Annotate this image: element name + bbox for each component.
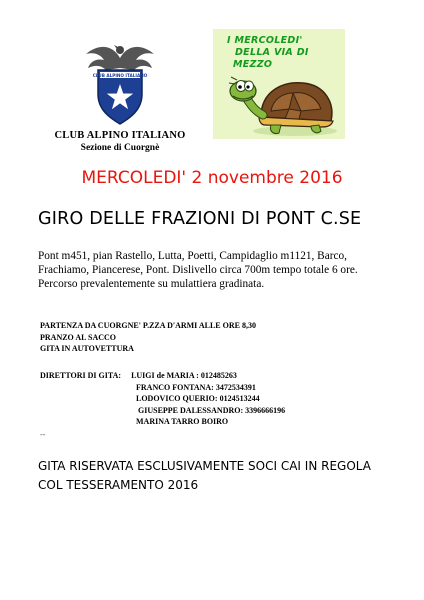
event-description: Pont m451, pian Rastello, Lutta, Poetti, Campidaglio m1121, Barco, Frachiamo, Piancerese, Pont. Dislivello circa 700m tempo totale 6 ore. Percorso prevalentemente su mulattiera gradinata. <box>38 250 358 290</box>
directors-label: DIRETTORI DI GITA: <box>40 371 122 380</box>
logistics-block <box>40 320 256 355</box>
event-title: GIRO DELLE FRAZIONI DI PONT C.SE <box>38 209 362 229</box>
notice-line-1: GITA RISERVATA ESCLUSIVAMENTE SOCI CAI IN REGOLA <box>38 459 371 473</box>
director-item: LODOVICO QUERIO: 0124513244 <box>136 394 260 403</box>
badge-line-2: DELLA VIA DI <box>235 47 309 58</box>
director-item: LUIGI de MARIA : 012485263 <box>131 371 237 380</box>
director-item: FRANCO FONTANA: 3472534391 <box>136 382 256 392</box>
membership-notice <box>38 457 398 495</box>
director-item: MARINA TARRO BOIRO <box>136 417 229 426</box>
departure-info: PARTENZA DA CUORGNE' P.ZZA D'ARMI ALLE ORE 8,30 <box>40 321 256 330</box>
transport-info: GITA IN AUTOVETTURA <box>40 344 134 353</box>
club-section: Sezione di Cuorgnè <box>80 143 160 153</box>
badge-line-3: MEZZO <box>233 59 273 70</box>
event-date: MERCOLEDI' 2 novembre 2016 <box>81 168 343 188</box>
logo-text: CLUB ALPINO ITALIANO <box>92 73 148 78</box>
mercoledi-badge <box>213 29 345 139</box>
director-item: GIUSEPPE DALESSANDRO: 3396666196 <box>138 405 286 415</box>
badge-line-1: I MERCOLEDI' <box>227 35 303 46</box>
lunch-info: PRANZO AL SACCO <box>40 332 117 342</box>
cai-logo <box>84 38 156 126</box>
club-name: CLUB ALPINO ITALIANO <box>54 130 186 141</box>
turtle-illustration <box>227 69 341 137</box>
notice-line-2: COL TESSERAMENTO 2016 <box>38 478 199 492</box>
directors-block <box>40 370 285 428</box>
separator: -- <box>40 430 46 439</box>
